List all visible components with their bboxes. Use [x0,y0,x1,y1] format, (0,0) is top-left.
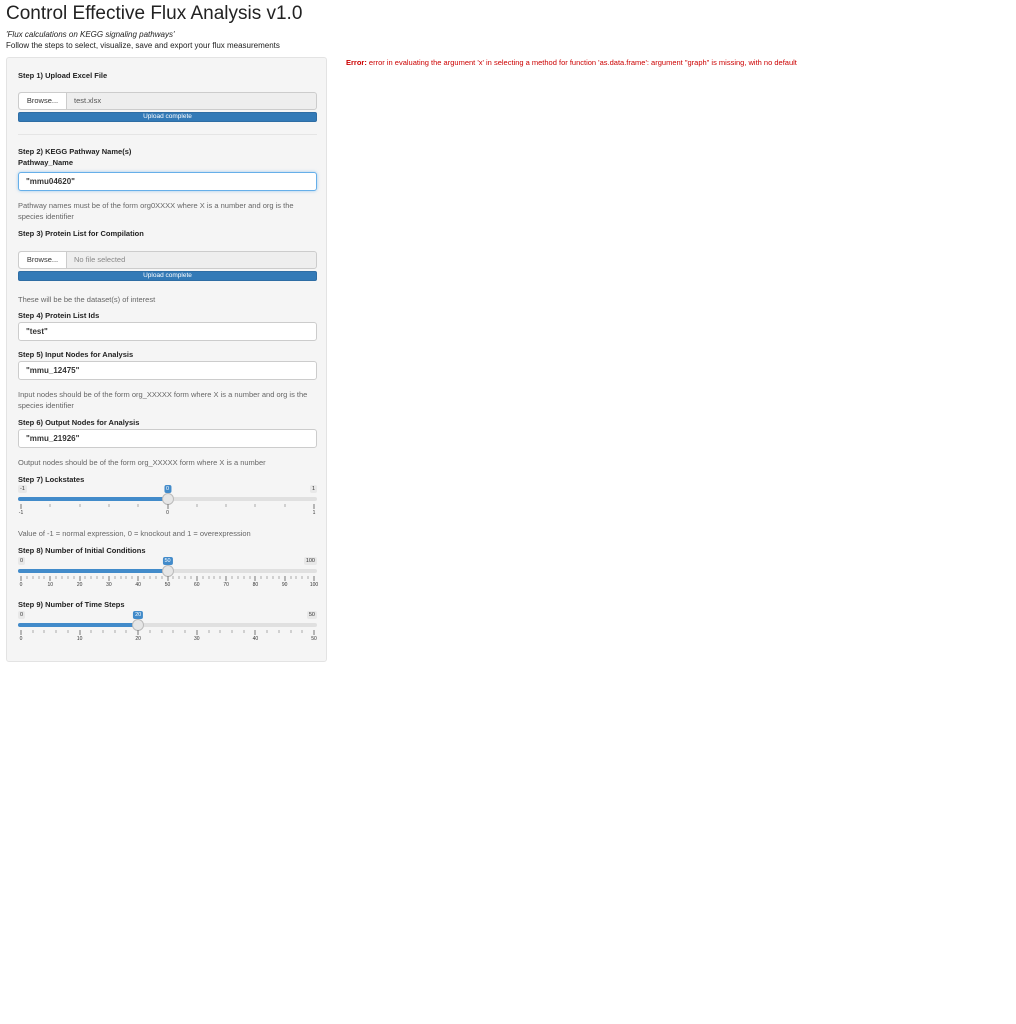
step5-label: Step 5) Input Nodes for Analysis [18,350,134,359]
excel-browse-button[interactable]: Browse... [19,93,67,109]
slider-tick-label: 90 [281,582,288,588]
slider-minor-tick [220,576,221,579]
slider-major-tick [50,576,51,581]
error-message [346,58,797,67]
slider-minor-tick [120,576,121,579]
slider-minor-tick [243,576,244,579]
slider-tick-label: 30 [106,582,112,588]
slider-minor-tick [97,576,98,579]
slider-minor-tick [149,630,150,633]
slider-minor-tick [103,630,104,633]
initial-conditions-slider[interactable] [18,557,317,597]
slider-major-tick [79,630,80,635]
slider-major-tick [255,576,256,581]
slider-minor-tick [249,576,250,579]
slider-minor-tick [126,630,127,633]
slider-minor-tick [79,504,80,507]
slider-minor-tick [202,576,203,579]
slider-minor-tick [67,630,68,633]
protein-help-text: These will be be the dataset(s) of interest [18,295,156,304]
slider-tick-label: 0 [19,636,23,642]
slider-minor-tick [114,630,115,633]
error-prefix: Error: [346,58,367,67]
slider-major-tick [255,630,256,635]
slider-minor-tick [62,576,63,579]
slider-tick-label: 30 [194,636,200,642]
slider-minor-tick [185,630,186,633]
error-text: error in evaluating the argument 'x' in selecting a method for function 'as.data.frame': argument "graph" is missing, with no default [366,58,797,67]
slider-minor-tick [173,576,174,579]
slider-minor-tick [179,576,180,579]
slider-major-tick [314,576,315,581]
slider-minor-tick [237,576,238,579]
page-instructions: Follow the steps to select, visualize, save and export your flux measurements [6,41,280,50]
input-nodes-help-text: Input nodes should be of the form org_XXXXX form where X is a number and org is the species identifier [18,390,308,410]
slider-minor-tick [220,630,221,633]
slider-minor-tick [231,576,232,579]
slider-minor-tick [261,576,262,579]
slider-minor-tick [114,576,115,579]
slider-major-tick [314,504,315,509]
slider-value-label: 0 [165,486,170,492]
slider-minor-tick [144,576,145,579]
slider-minor-tick [108,504,109,507]
slider-ticks [18,630,317,644]
slider-value-label: 50 [164,558,171,564]
slider-minor-tick [290,630,291,633]
slider-major-tick [79,576,80,581]
slider-major-tick [138,576,139,581]
slider-max-label: 50 [308,612,315,618]
step7-label: Step 7) Lockstates [18,475,85,484]
output-nodes-input[interactable]: "mmu_21926" [18,429,317,448]
slider-min-label: -1 [20,486,25,492]
step6-label: Step 6) Output Nodes for Analysis [18,418,140,427]
slider-minor-tick [302,630,303,633]
slider-minor-tick [302,576,303,579]
slider-ticks [18,504,317,518]
slider-minor-tick [284,504,285,507]
pathway-name-label: Pathway_Name [18,158,74,167]
slider-minor-tick [267,576,268,579]
page-title: Control Effective Flux Analysis v1.0 [6,3,303,24]
slider-tick-label: 40 [135,582,141,588]
slider-minor-tick [32,630,33,633]
slider-minor-tick [255,504,256,507]
slider-tick-label: 100 [309,582,319,588]
slider-minor-tick [73,576,74,579]
excel-file-input[interactable] [18,92,317,110]
slider-tick-label: 50 [164,582,171,588]
sidebar-panel [6,57,327,662]
slider-minor-tick [67,576,68,579]
slider-minor-tick [161,576,162,579]
slider-minor-tick [56,576,57,579]
slider-tick-label: 20 [76,582,83,588]
slider-major-tick [21,504,22,509]
slider-tick-label: 10 [47,582,54,588]
slider-tick-label: 50 [311,636,317,642]
slider-minor-tick [296,576,297,579]
slider-major-tick [196,576,197,581]
slider-minor-tick [196,504,197,507]
slider-minor-tick [138,504,139,507]
protein-upload-progress: Upload complete [18,271,317,281]
pathway-name-input[interactable]: "mmu04620" [18,172,317,191]
slider-major-tick [138,630,139,635]
slider-minor-tick [44,576,45,579]
slider-minor-tick [231,630,232,633]
slider-tick-label: 0 [166,510,169,516]
slider-minor-tick [50,504,51,507]
slider-minor-tick [278,576,279,579]
slider-minor-tick [132,576,133,579]
slider-min-label: 0 [20,612,24,618]
slider-minor-tick [155,576,156,579]
slider-value-label: 20 [135,612,142,618]
slider-tick-label: 60 [194,582,200,588]
slider-minor-tick [126,576,127,579]
slider-major-tick [167,576,168,581]
slider-minor-tick [91,630,92,633]
step4-label: Step 4) Protein List Ids [18,311,100,320]
slider-minor-tick [38,576,39,579]
slider-fill [18,569,168,573]
slider-minor-tick [91,576,92,579]
slider-minor-tick [267,630,268,633]
slider-ticks [18,576,317,590]
excel-upload-progress: Upload complete [18,112,317,122]
lockstates-slider[interactable] [18,485,317,525]
slider-minor-tick [308,576,309,579]
protein-filename: No file selected [74,255,126,264]
pathway-help-text: Pathway names must be of the form org0XXXX where X is a number and org is the species identifier [18,201,294,221]
slider-major-tick [196,630,197,635]
time-steps-slider[interactable] [18,611,317,651]
slider-minor-tick [26,576,27,579]
slider-fill [18,497,168,501]
slider-max-label: 1 [311,486,315,492]
slider-tick-label: 10 [76,636,83,642]
divider [18,134,317,135]
slider-minor-tick [44,630,45,633]
slider-minor-tick [103,576,104,579]
protein-list-ids-input[interactable]: "test" [18,322,317,341]
slider-minor-tick [173,630,174,633]
slider-tick-label: 20 [135,636,141,642]
step1-label: Step 1) Upload Excel File [18,71,108,80]
slider-minor-tick [161,630,162,633]
slider-max-label: 100 [305,558,315,564]
step8-label: Step 8) Number of Initial Conditions [18,546,146,555]
excel-filename: test.xlsx [74,96,102,105]
slider-minor-tick [190,576,191,579]
slider-tick-label: -1 [18,510,24,516]
slider-fill [18,623,138,627]
slider-major-tick [167,504,168,509]
slider-minor-tick [56,630,57,633]
slider-minor-tick [272,576,273,579]
slider-minor-tick [32,576,33,579]
slider-tick-label: 0 [19,582,23,588]
slider-minor-tick [214,576,215,579]
slider-minor-tick [208,576,209,579]
slider-minor-tick [149,576,150,579]
output-nodes-help-text: Output nodes should be of the form org_XXXXX form where X is a number [18,458,266,467]
slider-minor-tick [278,630,279,633]
slider-tick-label: 1 [312,510,316,516]
slider-minor-tick [85,576,86,579]
slider-major-tick [21,576,22,581]
slider-major-tick [284,576,285,581]
slider-minor-tick [243,630,244,633]
slider-tick-label: 40 [252,636,259,642]
step3-label: Step 3) Protein List for Compilation [18,229,144,238]
slider-minor-tick [226,504,227,507]
page-subtitle: 'Flux calculations on KEGG signaling pathways' [6,30,175,39]
protein-file-input[interactable] [18,251,317,269]
protein-browse-button[interactable]: Browse... [19,252,67,268]
slider-minor-tick [290,576,291,579]
slider-minor-tick [185,576,186,579]
step9-label: Step 9) Number of Time Steps [18,600,125,609]
slider-major-tick [21,630,22,635]
slider-tick-label: 80 [252,582,259,588]
input-nodes-input[interactable]: "mmu_12475" [18,361,317,380]
slider-min-label: 0 [20,558,24,564]
slider-major-tick [108,576,109,581]
lockstates-help-text: Value of -1 = normal expression, 0 = knockout and 1 = overexpression [18,529,251,538]
slider-tick-label: 70 [223,582,229,588]
slider-major-tick [226,576,227,581]
slider-major-tick [314,630,315,635]
slider-minor-tick [208,630,209,633]
step2-label: Step 2) KEGG Pathway Name(s) [18,147,132,156]
